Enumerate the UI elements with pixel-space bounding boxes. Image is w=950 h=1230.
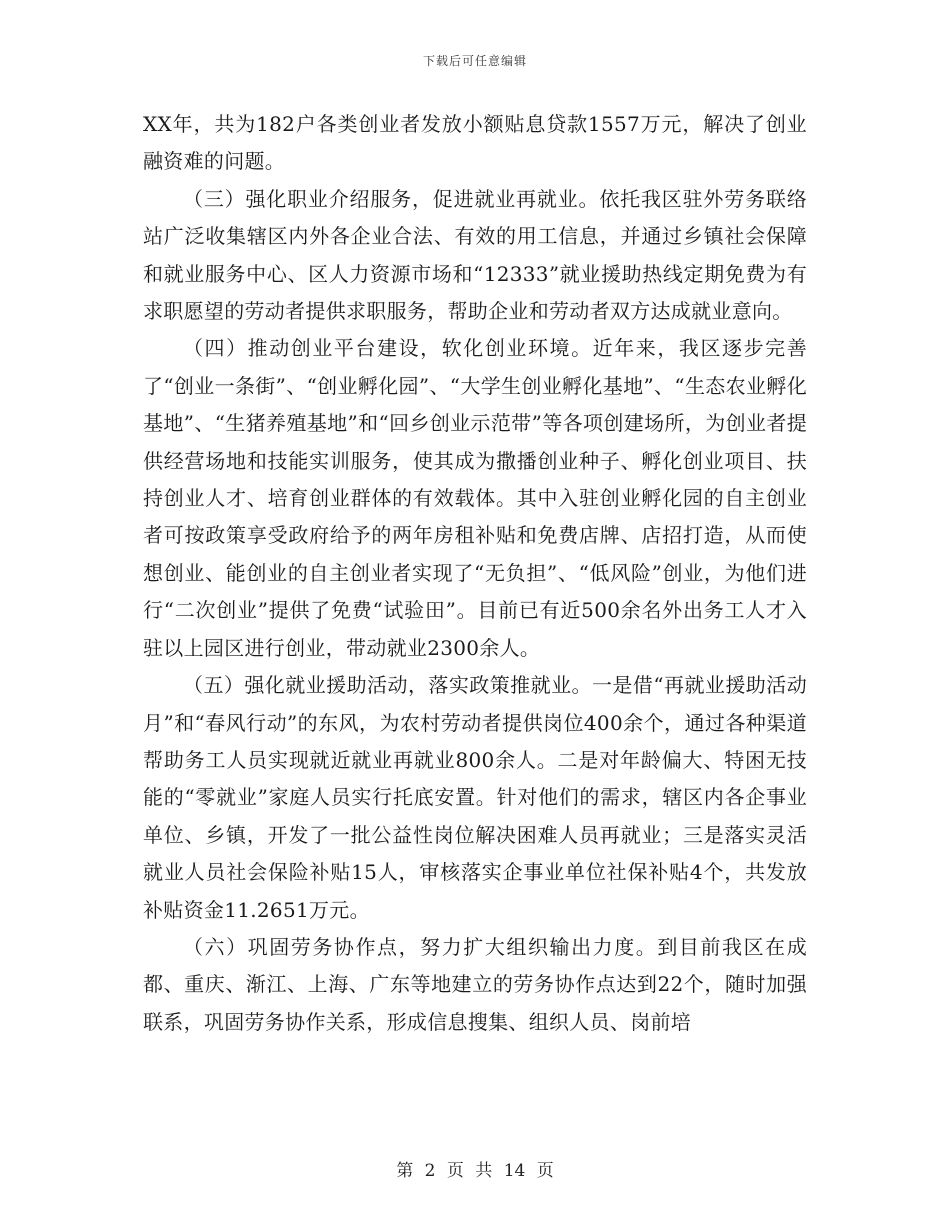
page-number-footer (0, 1156, 950, 1181)
paragraph-section-6: （六）巩固劳务协作点，努力扩大组织输出力度。到目前我区在成都、重庆、渐江、上海、广东等地建立的劳务协作点达到22个，随时加强联系，巩固劳务协作关系，形成信息搜集、组织人员、岗前培 (143, 934, 807, 1034)
document-body (143, 106, 807, 1041)
paragraph-continuation: XX年，共为182户各类创业者发放小额贴息贷款1557万元，解决了创业融资难的问题。 (143, 112, 807, 174)
current-page-number: 2 (424, 1161, 436, 1181)
total-label: 共 (475, 1161, 493, 1181)
paragraph-section-3: （三）强化职业介绍服务，促进就业再就业。依托我区驻外劳务联络站广泛收集辖区内外各企业合法、有效的用工信息，并通过乡镇社会保障和就业服务中心、区人力资源市场和“12333”就业援助热线定期免费为有求职愿望的劳动者提供求职服务，帮助企业和劳动者双方达成就业意向。 (143, 186, 807, 324)
page-unit-label: 页 (446, 1161, 464, 1181)
page-label: 第 (396, 1161, 414, 1181)
paragraph-section-5: （五）强化就业援助活动，落实政策推就业。一是借“再就业援助活动月”和“春风行动”的东风，为农村劳动者提供岗位400余个，通过各种渠道帮助务工人员实现就近就业再就业800余人。二是对年龄偏大、特困无技能的“零就业”家庭人员实行托底安置。针对他们的需求，辖区内各企事业单位、乡镇，开发了一批公益性岗位解决困难人员再就业；三是落实灵活就业人员社会保险补贴15人，审核落实企事业单位社保补贴4个，共发放补贴资金11.2651万元。 (143, 673, 807, 922)
page-header: 下载后可任意编辑 (422, 54, 527, 68)
paragraph-section-4: （四）推动创业平台建设，软化创业环境。近年来，我区逐步完善了“创业一条街”、“创业孵化园”、“大学生创业孵化基地”、“生态农业孵化基地”、“生猪养殖基地”和“回乡创业示范带”等各项创建场所，为创业者提供经营场地和技能实训服务，使其成为撒播创业种子、孵化创业项目、扶持创业人才、培育创业群体的有效载体。其中入驻创业孵化园的自主创业者可按政策享受政府给予的两年房租补贴和免费店牌、店招打造，从而使想创业、能创业的自主创业者实现了“无负担”、“低风险”创业，为他们进行“二次创业”提供了免费“试验田”。目前已有近500余名外出务工人才入驻以上园区进行创业，带动就业2300余人。 (143, 336, 807, 660)
total-unit-label: 页 (536, 1161, 554, 1181)
total-pages-number: 14 (503, 1161, 526, 1181)
